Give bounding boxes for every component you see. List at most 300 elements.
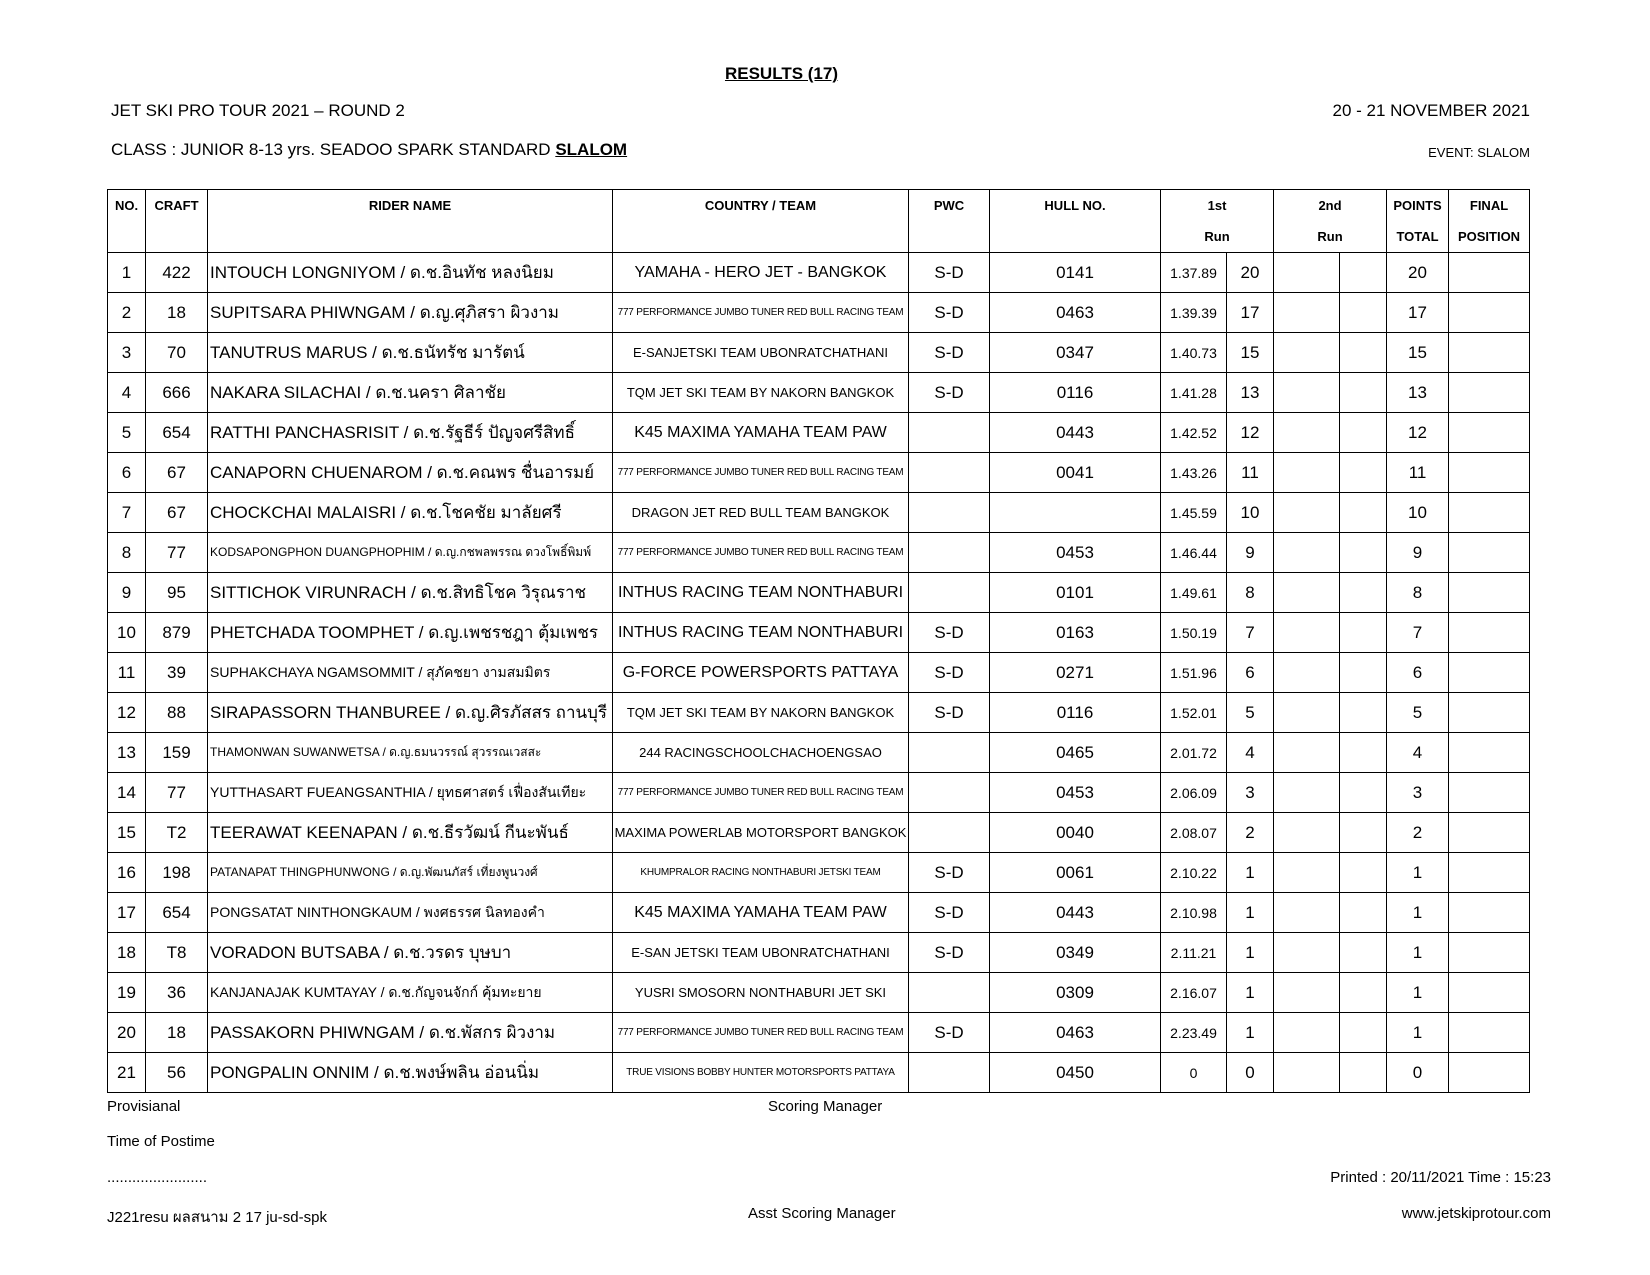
header-row-top: [108, 190, 1530, 222]
cell-run2-points: [1340, 733, 1387, 773]
cell-points-total: 5: [1387, 693, 1449, 733]
cell-run1-time: 1.43.26: [1161, 453, 1227, 493]
cell-run2-points: [1340, 1013, 1387, 1053]
cell-final-position: [1449, 653, 1530, 693]
table-row: [108, 533, 1530, 573]
cell-points-total: 20: [1387, 253, 1449, 293]
printed-timestamp: Printed : 20/11/2021 Time : 15:23: [1330, 1169, 1551, 1186]
cell-craft: T8: [146, 933, 208, 973]
provisional-label: Provisianal: [107, 1098, 181, 1115]
cell-pwc: [909, 573, 990, 613]
cell-run1-points: 4: [1227, 733, 1274, 773]
cell-pwc: S-D: [909, 373, 990, 413]
class-discipline: SLALOM: [555, 140, 628, 159]
cell-final-position: [1449, 893, 1530, 933]
cell-hull-no: 0453: [990, 773, 1161, 813]
cell-craft: 67: [146, 493, 208, 533]
cell-run1-points: 1: [1227, 1013, 1274, 1053]
cell-run1-time: 1.49.61: [1161, 573, 1227, 613]
cell-no: 20: [108, 1013, 146, 1053]
cell-run1-time: 1.46.44: [1161, 533, 1227, 573]
cell-craft: 77: [146, 773, 208, 813]
cell-no: 1: [108, 253, 146, 293]
cell-final-position: [1449, 413, 1530, 453]
cell-run2-time: [1274, 373, 1340, 413]
cell-no: 8: [108, 533, 146, 573]
cell-run2-time: [1274, 413, 1340, 453]
cell-run2-points: [1340, 693, 1387, 733]
header-final-top: FINAL: [1449, 190, 1530, 222]
cell-points-total: 17: [1387, 293, 1449, 333]
cell-rider-name: KANJANAJAK KUMTAYAY / ด.ช.กัญจนจักก์ คุ้มทะยาย: [208, 973, 613, 1013]
cell-final-position: [1449, 293, 1530, 333]
cell-hull-no: 0450: [990, 1053, 1161, 1093]
cell-run2-time: [1274, 893, 1340, 933]
cell-run1-time: 1.51.96: [1161, 653, 1227, 693]
cell-no: 13: [108, 733, 146, 773]
cell-run2-time: [1274, 813, 1340, 853]
cell-craft: 654: [146, 893, 208, 933]
cell-rider-name: SUPITSARA PHIWNGAM / ด.ญ.ศุภิสรา ผิวงาม: [208, 293, 613, 333]
cell-final-position: [1449, 733, 1530, 773]
cell-rider-name: CANAPORN CHUENAROM / ด.ช.คณพร ชื่นอารมย์: [208, 453, 613, 493]
cell-run1-time: 1.50.19: [1161, 613, 1227, 653]
cell-pwc: S-D: [909, 333, 990, 373]
header-hull-cont: [990, 221, 1161, 253]
cell-run1-time: 2.16.07: [1161, 973, 1227, 1013]
table-row: [108, 733, 1530, 773]
cell-run1-points: 2: [1227, 813, 1274, 853]
cell-hull-no: 0271: [990, 653, 1161, 693]
cell-run2-points: [1340, 1053, 1387, 1093]
cell-hull-no: 0443: [990, 413, 1161, 453]
cell-run2-points: [1340, 293, 1387, 333]
cell-team: MAXIMA POWERLAB MOTORSPORT BANGKOK: [613, 813, 909, 853]
cell-team: 244 RACINGSCHOOLCHACHOENGSAO: [613, 733, 909, 773]
table-row: [108, 613, 1530, 653]
cell-hull-no: 0463: [990, 1013, 1161, 1053]
header-points-bottom: TOTAL: [1387, 221, 1449, 253]
table-row: [108, 893, 1530, 933]
cell-run2-points: [1340, 253, 1387, 293]
cell-craft: 666: [146, 373, 208, 413]
table-row: [108, 493, 1530, 533]
cell-run1-points: 5: [1227, 693, 1274, 733]
table-body: [108, 253, 1530, 1093]
table-row: [108, 253, 1530, 293]
cell-run1-points: 13: [1227, 373, 1274, 413]
cell-points-total: 9: [1387, 533, 1449, 573]
cell-run2-points: [1340, 573, 1387, 613]
cell-rider-name: KODSAPONGPHON DUANGPHOPHIM / ด.ญ.กชพลพรรณ ดวงโพธิ์พิมพ์: [208, 533, 613, 573]
cell-rider-name: PONGSATAT NINTHONGKAUM / พงศธรรศ นิลทองคำ: [208, 893, 613, 933]
cell-run2-points: [1340, 613, 1387, 653]
table-row: [108, 333, 1530, 373]
cell-hull-no: 0116: [990, 693, 1161, 733]
cell-rider-name: TANUTRUS MARUS / ด.ช.ธนัทรัช มารัตน์: [208, 333, 613, 373]
table-row: [108, 293, 1530, 333]
cell-pwc: S-D: [909, 613, 990, 653]
cell-final-position: [1449, 973, 1530, 1013]
cell-run2-points: [1340, 373, 1387, 413]
header-points-top: POINTS: [1387, 190, 1449, 222]
cell-run1-points: 20: [1227, 253, 1274, 293]
cell-pwc: [909, 773, 990, 813]
cell-no: 3: [108, 333, 146, 373]
cell-team: DRAGON JET RED BULL TEAM BANGKOK: [613, 493, 909, 533]
cell-pwc: [909, 1053, 990, 1093]
cell-pwc: [909, 453, 990, 493]
cell-no: 12: [108, 693, 146, 733]
cell-run2-points: [1340, 853, 1387, 893]
table-row: [108, 413, 1530, 453]
table-row: [108, 813, 1530, 853]
cell-run2-time: [1274, 1053, 1340, 1093]
cell-run1-points: 12: [1227, 413, 1274, 453]
cell-hull-no: 0116: [990, 373, 1161, 413]
cell-run2-points: [1340, 653, 1387, 693]
cell-run2-points: [1340, 493, 1387, 533]
cell-craft: 36: [146, 973, 208, 1013]
header-craft: CRAFT: [146, 190, 208, 222]
cell-hull-no: 0309: [990, 973, 1161, 1013]
cell-team: TQM JET SKI TEAM BY NAKORN BANGKOK: [613, 373, 909, 413]
cell-no: 9: [108, 573, 146, 613]
cell-final-position: [1449, 533, 1530, 573]
cell-run2-time: [1274, 933, 1340, 973]
cell-run1-time: 2.06.09: [1161, 773, 1227, 813]
cell-run2-points: [1340, 973, 1387, 1013]
event-name: JET SKI PRO TOUR 2021 – ROUND 2: [111, 101, 405, 120]
cell-run2-time: [1274, 253, 1340, 293]
cell-run1-time: 0: [1161, 1053, 1227, 1093]
cell-pwc: S-D: [909, 653, 990, 693]
cell-hull-no: [990, 493, 1161, 533]
cell-rider-name: PATANAPAT THINGPHUNWONG / ด.ญ.พัฒนภัสร์ เที่ยงพูนวงศ์: [208, 853, 613, 893]
cell-team: YUSRI SMOSORN NONTHABURI JET SKI: [613, 973, 909, 1013]
cell-points-total: 10: [1387, 493, 1449, 533]
cell-team: E-SAN JETSKI TEAM UBONRATCHATHANI: [613, 933, 909, 973]
cell-run1-points: 1: [1227, 853, 1274, 893]
cell-craft: 18: [146, 293, 208, 333]
cell-run1-points: 1: [1227, 973, 1274, 1013]
cell-pwc: S-D: [909, 693, 990, 733]
cell-run1-time: 1.45.59: [1161, 493, 1227, 533]
cell-team: TRUE VISIONS BOBBY HUNTER MOTORSPORTS PATTAYA: [613, 1053, 909, 1093]
cell-final-position: [1449, 1053, 1530, 1093]
cell-run2-points: [1340, 933, 1387, 973]
cell-run1-points: 3: [1227, 773, 1274, 813]
table-row: [108, 973, 1530, 1013]
cell-hull-no: 0061: [990, 853, 1161, 893]
table-row: [108, 693, 1530, 733]
cell-final-position: [1449, 613, 1530, 653]
cell-run1-time: 2.08.07: [1161, 813, 1227, 853]
scoring-manager-label: Scoring Manager: [768, 1098, 883, 1115]
header-country-team: COUNTRY / TEAM: [613, 190, 909, 222]
cell-rider-name: VORADON BUTSABA / ด.ช.วรดร บุษบา: [208, 933, 613, 973]
cell-pwc: S-D: [909, 253, 990, 293]
cell-points-total: 11: [1387, 453, 1449, 493]
header-pwc-cont: [909, 221, 990, 253]
table-row: [108, 453, 1530, 493]
cell-final-position: [1449, 693, 1530, 733]
cell-final-position: [1449, 253, 1530, 293]
cell-pwc: [909, 533, 990, 573]
cell-points-total: 1: [1387, 853, 1449, 893]
cell-points-total: 12: [1387, 413, 1449, 453]
results-title: RESULTS (17): [724, 64, 839, 83]
cell-run1-points: 17: [1227, 293, 1274, 333]
cell-no: 18: [108, 933, 146, 973]
cell-no: 16: [108, 853, 146, 893]
cell-points-total: 7: [1387, 613, 1449, 653]
cell-run1-time: 2.23.49: [1161, 1013, 1227, 1053]
cell-craft: 39: [146, 653, 208, 693]
cell-team: YAMAHA - HERO JET - BANGKOK: [613, 253, 909, 293]
cell-no: 5: [108, 413, 146, 453]
cell-pwc: S-D: [909, 1013, 990, 1053]
results-table: [107, 189, 1530, 1093]
cell-run2-points: [1340, 813, 1387, 853]
cell-hull-no: 0040: [990, 813, 1161, 853]
cell-team: 777 PERFORMANCE JUMBO TUNER RED BULL RACING TEAM: [613, 533, 909, 573]
cell-run1-time: 1.41.28: [1161, 373, 1227, 413]
file-reference: J221resu ผลสนาม 2 17 ju-sd-spk: [107, 1209, 327, 1226]
cell-hull-no: 0463: [990, 293, 1161, 333]
cell-run2-time: [1274, 333, 1340, 373]
cell-run2-time: [1274, 653, 1340, 693]
cell-rider-name: SITTICHOK VIRUNRACH / ด.ช.สิทธิโชค วิรุณราช: [208, 573, 613, 613]
cell-points-total: 1: [1387, 893, 1449, 933]
header-row-bottom: [108, 221, 1530, 253]
cell-craft: T2: [146, 813, 208, 853]
cell-hull-no: 0465: [990, 733, 1161, 773]
cell-rider-name: PASSAKORN PHIWNGAM / ด.ช.พัสกร ผิวงาม: [208, 1013, 613, 1053]
header-no-cont: [108, 221, 146, 253]
cell-final-position: [1449, 933, 1530, 973]
cell-rider-name: INTOUCH LONGNIYOM / ด.ช.อินทัช หลงนิยม: [208, 253, 613, 293]
header-run2-top: 2nd: [1274, 190, 1387, 222]
cell-final-position: [1449, 453, 1530, 493]
cell-team: 777 PERFORMANCE JUMBO TUNER RED BULL RACING TEAM: [613, 293, 909, 333]
cell-craft: 18: [146, 1013, 208, 1053]
cell-pwc: [909, 813, 990, 853]
cell-points-total: 4: [1387, 733, 1449, 773]
cell-team: 777 PERFORMANCE JUMBO TUNER RED BULL RACING TEAM: [613, 453, 909, 493]
cell-final-position: [1449, 493, 1530, 533]
table-row: [108, 573, 1530, 613]
cell-no: 7: [108, 493, 146, 533]
cell-pwc: [909, 973, 990, 1013]
cell-craft: 95: [146, 573, 208, 613]
cell-run1-points: 1: [1227, 893, 1274, 933]
header-run2-bottom: Run: [1274, 221, 1387, 253]
cell-run1-time: 1.39.39: [1161, 293, 1227, 333]
cell-craft: 67: [146, 453, 208, 493]
cell-run1-points: 6: [1227, 653, 1274, 693]
cell-craft: 198: [146, 853, 208, 893]
cell-run2-time: [1274, 493, 1340, 533]
cell-run1-points: 0: [1227, 1053, 1274, 1093]
cell-run2-points: [1340, 333, 1387, 373]
cell-run1-time: 2.01.72: [1161, 733, 1227, 773]
cell-run2-time: [1274, 1013, 1340, 1053]
cell-final-position: [1449, 1013, 1530, 1053]
cell-run2-points: [1340, 773, 1387, 813]
cell-rider-name: PHETCHADA TOOMPHET / ด.ญ.เพชรชฎา ตุ้มเพชร: [208, 613, 613, 653]
cell-rider-name: YUTTHASART FUEANGSANTHIA / ยุทธศาสตร์ เฟื่องสันเทียะ: [208, 773, 613, 813]
cell-no: 2: [108, 293, 146, 333]
cell-hull-no: 0041: [990, 453, 1161, 493]
cell-run1-time: 2.11.21: [1161, 933, 1227, 973]
cell-final-position: [1449, 573, 1530, 613]
event-date: 20 - 21 NOVEMBER 2021: [1332, 101, 1530, 120]
cell-craft: 70: [146, 333, 208, 373]
cell-run1-points: 1: [1227, 933, 1274, 973]
cell-run1-points: 15: [1227, 333, 1274, 373]
cell-points-total: 8: [1387, 573, 1449, 613]
cell-craft: 77: [146, 533, 208, 573]
cell-run1-points: 7: [1227, 613, 1274, 653]
cell-run2-points: [1340, 893, 1387, 933]
header-pwc: PWC: [909, 190, 990, 222]
cell-craft: 422: [146, 253, 208, 293]
cell-pwc: [909, 493, 990, 533]
header-final-bottom: POSITION: [1449, 221, 1530, 253]
cell-points-total: 1: [1387, 973, 1449, 1013]
cell-team: TQM JET SKI TEAM BY NAKORN BANGKOK: [613, 693, 909, 733]
cell-run1-time: 1.42.52: [1161, 413, 1227, 453]
cell-points-total: 13: [1387, 373, 1449, 413]
cell-rider-name: THAMONWAN SUWANWETSA / ด.ญ.ธมนวรรณ์ สุวรรณเวสสะ: [208, 733, 613, 773]
table-row: [108, 853, 1530, 893]
cell-rider-name: SIRAPASSORN THANBUREE / ด.ญ.ศิรภัสสร ถานบุรี: [208, 693, 613, 733]
cell-final-position: [1449, 853, 1530, 893]
cell-team: G-FORCE POWERSPORTS PATTAYA: [613, 653, 909, 693]
table-row: [108, 1053, 1530, 1093]
class-line: [111, 140, 627, 160]
cell-pwc: S-D: [909, 893, 990, 933]
cell-points-total: 1: [1387, 1013, 1449, 1053]
table-row: [108, 373, 1530, 413]
cell-points-total: 2: [1387, 813, 1449, 853]
cell-run1-points: 10: [1227, 493, 1274, 533]
event-label: EVENT: SLALOM: [1428, 145, 1530, 160]
cell-hull-no: 0347: [990, 333, 1161, 373]
header-rider-cont: [208, 221, 613, 253]
cell-team: INTHUS RACING TEAM NONTHABURI: [613, 573, 909, 613]
website-url: www.jetskiprotour.com: [1401, 1205, 1551, 1222]
cell-no: 11: [108, 653, 146, 693]
cell-run2-time: [1274, 573, 1340, 613]
cell-points-total: 0: [1387, 1053, 1449, 1093]
cell-team: INTHUS RACING TEAM NONTHABURI: [613, 613, 909, 653]
cell-run2-points: [1340, 453, 1387, 493]
cell-run1-time: 1.40.73: [1161, 333, 1227, 373]
cell-run2-points: [1340, 533, 1387, 573]
cell-pwc: [909, 413, 990, 453]
cell-run2-time: [1274, 973, 1340, 1013]
posting-time-blank: ........................: [107, 1169, 208, 1186]
cell-craft: 56: [146, 1053, 208, 1093]
cell-run1-time: 2.10.22: [1161, 853, 1227, 893]
cell-no: 14: [108, 773, 146, 813]
cell-run2-time: [1274, 453, 1340, 493]
cell-run1-points: 11: [1227, 453, 1274, 493]
cell-points-total: 15: [1387, 333, 1449, 373]
header-craft-cont: [146, 221, 208, 253]
cell-final-position: [1449, 813, 1530, 853]
cell-run2-time: [1274, 773, 1340, 813]
header-no: NO.: [108, 190, 146, 222]
cell-rider-name: CHOCKCHAI MALAISRI / ด.ช.โชคชัย มาลัยศรี: [208, 493, 613, 533]
cell-run2-time: [1274, 693, 1340, 733]
cell-team: KHUMPRALOR RACING NONTHABURI JETSKI TEAM: [613, 853, 909, 893]
cell-team: K45 MAXIMA YAMAHA TEAM PAW: [613, 893, 909, 933]
cell-no: 15: [108, 813, 146, 853]
cell-pwc: S-D: [909, 853, 990, 893]
cell-run1-points: 9: [1227, 533, 1274, 573]
cell-hull-no: 0141: [990, 253, 1161, 293]
cell-craft: 654: [146, 413, 208, 453]
cell-craft: 159: [146, 733, 208, 773]
table-row: [108, 653, 1530, 693]
cell-no: 17: [108, 893, 146, 933]
asst-scoring-manager-label: Asst Scoring Manager: [748, 1205, 896, 1222]
cell-run2-time: [1274, 613, 1340, 653]
cell-no: 21: [108, 1053, 146, 1093]
cell-rider-name: RATTHI PANCHASRISIT / ด.ช.รัฐธีร์ ปัญจศรีสิทธิ์: [208, 413, 613, 453]
class-prefix: CLASS : JUNIOR 8-13 yrs. SEADOO SPARK STANDARD: [111, 140, 556, 159]
header-rider-name: RIDER NAME: [208, 190, 613, 222]
header-hull-no: HULL NO.: [990, 190, 1161, 222]
cell-rider-name: PONGPALIN ONNIM / ด.ช.พงษ์พลิน อ่อนนิ่ม: [208, 1053, 613, 1093]
cell-pwc: S-D: [909, 933, 990, 973]
cell-final-position: [1449, 373, 1530, 413]
cell-run1-time: 1.37.89: [1161, 253, 1227, 293]
cell-no: 6: [108, 453, 146, 493]
cell-run2-time: [1274, 533, 1340, 573]
cell-run1-time: 2.10.98: [1161, 893, 1227, 933]
cell-no: 10: [108, 613, 146, 653]
table-row: [108, 1013, 1530, 1053]
table-header: [108, 190, 1530, 253]
cell-team: K45 MAXIMA YAMAHA TEAM PAW: [613, 413, 909, 453]
header-run1-bottom: Run: [1161, 221, 1274, 253]
cell-run2-time: [1274, 853, 1340, 893]
cell-points-total: 3: [1387, 773, 1449, 813]
cell-craft: 879: [146, 613, 208, 653]
cell-pwc: [909, 733, 990, 773]
cell-run1-time: 1.52.01: [1161, 693, 1227, 733]
cell-team: E-SANJETSKI TEAM UBONRATCHATHANI: [613, 333, 909, 373]
table-row: [108, 773, 1530, 813]
table-row: [108, 933, 1530, 973]
header-run1-top: 1st: [1161, 190, 1274, 222]
cell-team: 777 PERFORMANCE JUMBO TUNER RED BULL RACING TEAM: [613, 1013, 909, 1053]
cell-pwc: S-D: [909, 293, 990, 333]
cell-run2-time: [1274, 293, 1340, 333]
cell-rider-name: SUPHAKCHAYA NGAMSOMMIT / สุภัคชยา งามสมมิตร: [208, 653, 613, 693]
header-team-cont: [613, 221, 909, 253]
cell-team: 777 PERFORMANCE JUMBO TUNER RED BULL RACING TEAM: [613, 773, 909, 813]
cell-final-position: [1449, 773, 1530, 813]
time-of-posting-label: Time of Postime: [107, 1133, 215, 1150]
cell-hull-no: 0453: [990, 533, 1161, 573]
cell-hull-no: 0443: [990, 893, 1161, 933]
cell-points-total: 1: [1387, 933, 1449, 973]
